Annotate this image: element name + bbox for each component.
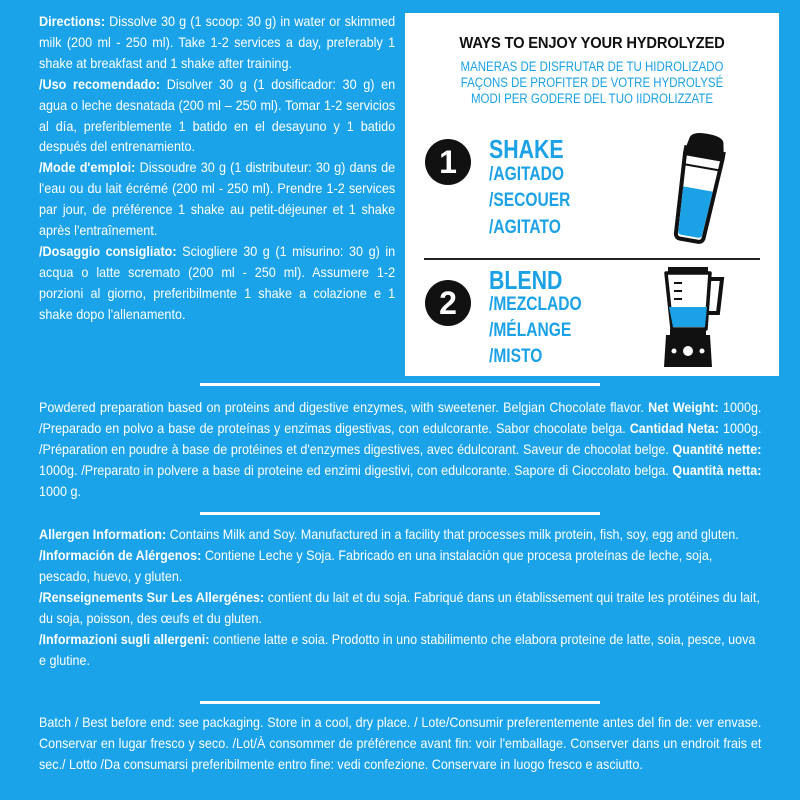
- product-description: Powdered preparation based on proteins and digestive enzymes, with sweetener. Belgian Chocolate flavor. Net Weight: 1000g. /Preparado en polvo a base de proteínas y enzimas digestivas, con edulcorante. Sabor chocolate belga. Cantidad Neta: 1000g. /Préparation en poudre à base de protéines et d'enzymes digestives, avec édulcorant. Saveur de chocolat belge. Quantité nette: 1000g. /Preparato in polvere a base di proteine ed enzimi digestivi, con edulcorante. Sapore di Cioccolato belga. Quantità netta: 1000 g.: [39, 400, 762, 499]
- allergen-it: /Informazioni sugli allergeni: contiene latte e soia. Prodotto in uno stabilimento che elabora proteine de latte, soia, pesce, uova e glutine.: [39, 632, 756, 668]
- directions-en: Directions: Dissolve 30 g (1 scoop: 30 g) in water or skimmed milk (200 ml - 250 ml). Take 1-2 services a day, preferably 1 shake at breakfast and 1 shake after training.: [39, 14, 396, 71]
- section-divider: [200, 383, 600, 386]
- shaker-bottle-icon: [663, 133, 733, 245]
- shake-it: /AGITATO: [489, 217, 561, 238]
- directions-es: /Uso recomendado: Disolver 30 g (1 dosificador: 30 g) en agua o leche desnatada (200 ml – 250 ml). Tomar 1-2 servicios al día, preferiblemente 1 batido en el desayuno y 1 batido después del entrenamiento.: [39, 76, 396, 155]
- allergen-en: Allergen Information: Contains Milk and Soy. Manufactured in a facility that processes milk protein, fish, soy, egg and gluten.: [39, 527, 739, 542]
- step-2-badge: 2: [425, 280, 471, 326]
- section-divider: [200, 701, 600, 704]
- directions-fr: /Mode d'emploi: Dissoudre 30 g (1 distributeur: 30 g) dans de l'eau ou du lait écrémé (200 ml - 250 ml). Prendre 1-2 services par jour, de préférence 1 shake au petit-déjeuner et 1 shake après l'entraînement.: [39, 160, 396, 239]
- shake-title: SHAKE: [489, 134, 564, 164]
- ways-to-enjoy-panel: [405, 13, 779, 376]
- panel-subtitle-fr: FAÇONS DE PROFITER DE VOTRE HYDROLYSÉ: [460, 75, 724, 90]
- directions-it: /Dosaggio consigliato: Sciogliere 30 g (1 misurino: 30 g) in acqua o latte scremato (200 ml - 250 ml). Assumere 1-2 porzioni al giorno, preferibilmente 1 shake a colazione e 1 shake dopo l'allenamento.: [39, 243, 396, 322]
- panel-subtitle-es: MANERAS DE DISFRUTAR DE TU HIDROLIZADO: [460, 59, 724, 74]
- blender-icon: [660, 267, 726, 369]
- blend-title: BLEND: [489, 265, 563, 295]
- directions-block: [39, 12, 395, 326]
- panel-title: WAYS TO ENJOY YOUR HYDROLYZED: [459, 35, 725, 52]
- shake-fr: /SECOUER: [489, 190, 571, 211]
- batch-storage-info: Batch / Best before end: see packaging. Store in a cool, dry place. / Lote/Consumir preferentemente antes del fin de: ver envase. Conservar en lugar fresco y seco. /Lot/À consommer de préférence avant fin: voir l'emballage. Conserver dans un endroit frais et sec./ Lotto /Da consumarsi preferibilmente entro fine: vedi confezione. Conservare in luogo fresco e asciutto.: [39, 715, 762, 772]
- panel-subtitle-it: MODI PER GODERE DEL TUO IIDROLIZZATE: [470, 91, 714, 106]
- blend-it: /MISTO: [489, 346, 543, 367]
- allergen-fr: /Renseignements Sur Les Allergénes: contient du lait et du soja. Fabriqué dans un établissement qui traite les protéines du lait, du soja, poisson, des œufs et du gluten.: [39, 590, 760, 626]
- blend-fr: /MÉLANGE: [489, 320, 572, 341]
- allergen-information: [39, 524, 761, 671]
- shake-es: /AGITADO: [489, 164, 565, 185]
- allergen-es: /Información de Alérgenos: Contiene Leche y Soja. Fabricado en una instalación que procesa proteínas de leche, soja, pescado, huevo, y gluten.: [39, 548, 713, 584]
- step-1-badge: 1: [425, 139, 471, 185]
- section-divider: [200, 512, 600, 515]
- panel-divider: [424, 258, 760, 260]
- blend-es: /MEZCLADO: [489, 294, 582, 315]
